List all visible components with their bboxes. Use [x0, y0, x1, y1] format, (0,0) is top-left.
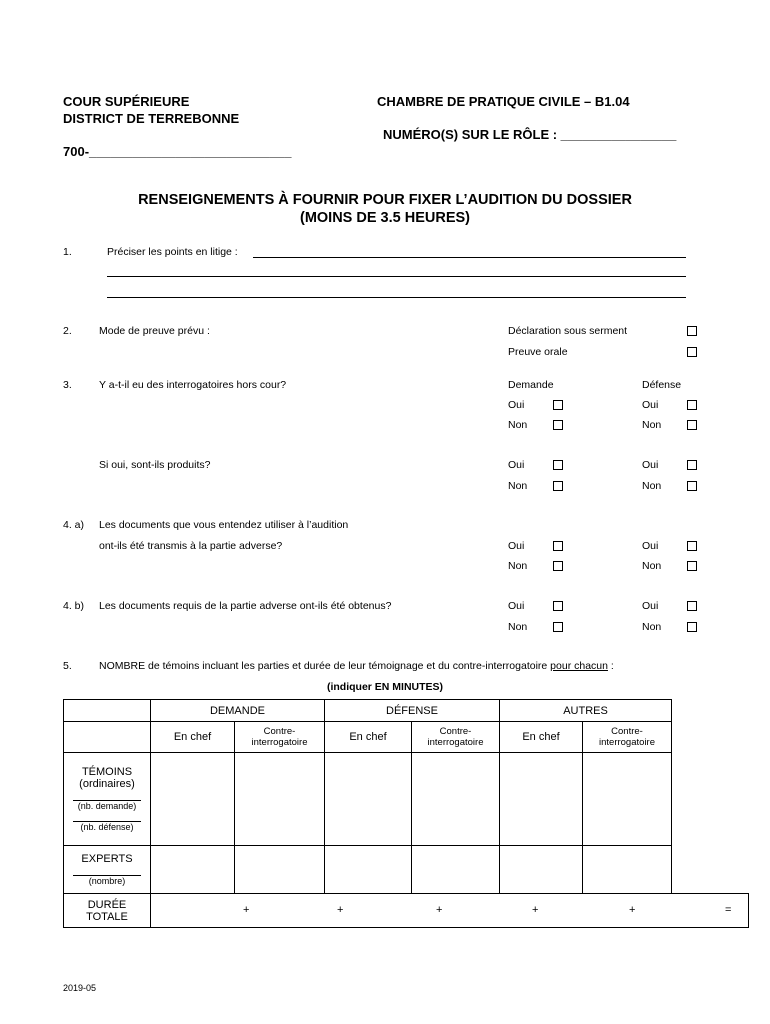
demande-cross-l2: interrogatoire [251, 737, 308, 748]
table-right-spacer [672, 700, 749, 894]
q3-defense-no-label: Non [642, 419, 662, 431]
q4a-demande-yes-checkbox[interactable] [553, 541, 563, 551]
q2-oral-checkbox[interactable] [687, 347, 697, 357]
total-label-l1: DURÉE [87, 898, 127, 911]
q4a-defense-no-label: Non [642, 560, 662, 572]
q3-demande-no-checkbox[interactable] [553, 420, 563, 430]
court-name: COUR SUPÉRIEURE [63, 94, 190, 109]
q3b-defense-no-checkbox[interactable] [687, 481, 697, 491]
q3-demande-yes-checkbox[interactable] [553, 400, 563, 410]
q1-answer-line-3[interactable] [107, 297, 686, 298]
group-header-demande: DEMANDE [151, 700, 325, 722]
experts-count-label: (nombre) [88, 876, 126, 886]
group-header-defense: DÉFENSE [325, 700, 500, 722]
witnesses-demande-chief-cell[interactable] [151, 753, 235, 846]
witnesses-defense-cross-cell[interactable] [412, 753, 500, 846]
q4a-defense-yes-label: Oui [642, 540, 659, 552]
district-name: DISTRICT DE TERREBONNE [63, 111, 240, 126]
experts-demande-cross-cell[interactable] [235, 846, 325, 894]
q2-option-sworn: Déclaration sous serment [508, 325, 628, 337]
demande-chief-header: En chef [151, 722, 235, 753]
q4b-defense-yes-checkbox[interactable] [687, 601, 697, 611]
autres-cross-l1: Contre- [611, 726, 643, 737]
q5-label-text: NOMBRE de témoins incluant les parties et durée de leur témoignage et du contre-interrogatoire [99, 660, 548, 672]
q4b-defense-no-checkbox[interactable] [687, 622, 697, 632]
q4b-number: 4. b) [63, 600, 85, 612]
experts-autres-cross-cell[interactable] [583, 846, 672, 894]
experts-row-label [64, 846, 151, 894]
plus-sign-4: + [532, 904, 539, 916]
defense-cross-l2: interrogatoire [427, 737, 484, 748]
witnesses-label: TÉMOINS [81, 766, 133, 778]
autres-cross-l2: interrogatoire [599, 737, 655, 748]
autres-chief-header: En chef [500, 722, 583, 753]
q3-number: 3. [63, 379, 72, 391]
total-row-label [64, 894, 151, 928]
total-duration-cell[interactable] [151, 894, 749, 928]
witnesses-demande-cross-cell[interactable] [235, 753, 325, 846]
q3b-defense-yes-label: Oui [642, 459, 659, 471]
q3b-demande-no-label: Non [508, 480, 528, 492]
group-header-autres: AUTRES [500, 700, 672, 722]
q4a-label-line1: Les documents que vous entendez utiliser à l’audition [99, 519, 349, 531]
q3-defense-no-checkbox[interactable] [687, 420, 697, 430]
form-subtitle: (MOINS DE 3.5 HEURES) [300, 210, 470, 226]
file-number-field[interactable]: 700-____________________________ [63, 144, 292, 159]
q4b-demande-no-checkbox[interactable] [553, 622, 563, 632]
q2-sworn-checkbox[interactable] [687, 326, 697, 336]
plus-sign-3: + [436, 904, 443, 916]
witnesses-sub-label: (ordinaires) [79, 778, 135, 790]
q3-label: Y a-t-il eu des interrogatoires hors cour? [99, 379, 287, 391]
plus-sign-2: + [337, 904, 344, 916]
q1-label: Préciser les points en litige : [107, 246, 238, 258]
q5-label-emphasis: pour chacun [550, 660, 608, 672]
witnesses-autres-chief-cell[interactable] [500, 753, 583, 846]
q4a-demande-yes-label: Oui [508, 540, 525, 552]
witnesses-autres-cross-cell[interactable] [583, 753, 672, 846]
q5-label [99, 660, 614, 672]
witnesses-defense-chief-cell[interactable] [325, 753, 412, 846]
experts-defense-chief-cell[interactable] [325, 846, 412, 894]
column-defense-label: Défense [642, 379, 682, 391]
q1-number: 1. [63, 246, 72, 258]
q3-sub-label: Si oui, sont-ils produits? [99, 459, 211, 471]
defense-cross-header [412, 722, 500, 753]
table-corner-cell [64, 700, 151, 722]
defense-chief-header: En chef [325, 722, 412, 753]
q3-defense-yes-checkbox[interactable] [687, 400, 697, 410]
experts-autres-chief-cell[interactable] [500, 846, 583, 894]
experts-defense-cross-cell[interactable] [412, 846, 500, 894]
equals-sign: = [725, 904, 732, 916]
form-version: 2019-05 [63, 983, 97, 993]
q4a-defense-yes-checkbox[interactable] [687, 541, 697, 551]
experts-label: EXPERTS [81, 853, 133, 865]
q5-label-end: : [607, 660, 614, 672]
q4b-label: Les documents requis de la partie adverse ont-ils été obtenus? [99, 600, 392, 612]
q4a-label-line2: ont-ils été transmis à la partie adverse? [99, 540, 283, 552]
q3b-defense-yes-checkbox[interactable] [687, 460, 697, 470]
q4a-number: 4. a) [63, 519, 85, 531]
nb-defense-label: (nb. défense) [80, 822, 134, 832]
experts-demande-chief-cell[interactable] [151, 846, 235, 894]
q4a-defense-no-checkbox[interactable] [687, 561, 697, 571]
q3-defense-yes-label: Oui [642, 399, 659, 411]
witness-duration-table [63, 699, 749, 928]
q3b-demande-yes-label: Oui [508, 459, 525, 471]
q3b-defense-no-label: Non [642, 480, 662, 492]
plus-sign-1: + [243, 904, 250, 916]
q1-answer-line-2[interactable] [107, 276, 686, 277]
q3-demande-yes-label: Oui [508, 399, 525, 411]
defense-cross-l1: Contre- [439, 726, 472, 737]
q3-demande-no-label: Non [508, 419, 528, 431]
plus-sign-5: + [629, 904, 636, 916]
demande-cross-l1: Contre- [263, 726, 296, 737]
q4b-defense-no-label: Non [642, 621, 662, 633]
q4b-defense-yes-label: Oui [642, 600, 659, 612]
autres-cross-header [583, 722, 672, 753]
subheader-empty-cell [64, 722, 151, 753]
witnesses-row-label [64, 753, 151, 846]
q3b-demande-yes-checkbox[interactable] [553, 460, 563, 470]
q4b-demande-yes-checkbox[interactable] [553, 601, 563, 611]
total-label-l2: TOTALE [86, 910, 128, 923]
column-demande-label: Demande [508, 379, 554, 391]
q1-answer-line-1[interactable] [253, 257, 686, 258]
q2-option-oral: Preuve orale [508, 346, 568, 358]
q4a-demande-no-label: Non [508, 560, 528, 572]
roll-number-field[interactable]: NUMÉRO(S) SUR LE RÔLE : ________________ [383, 127, 677, 142]
q3b-demande-no-checkbox[interactable] [553, 481, 563, 491]
q2-label: Mode de preuve prévu : [99, 325, 210, 337]
chamber-name: CHAMBRE DE PRATIQUE CIVILE – B1.04 [377, 94, 630, 109]
nb-demande-label: (nb. demande) [77, 801, 137, 811]
demande-cross-header [235, 722, 325, 753]
q4b-demande-no-label: Non [508, 621, 528, 633]
q4b-demande-yes-label: Oui [508, 600, 525, 612]
q2-number: 2. [63, 325, 72, 337]
q5-number: 5. [63, 660, 72, 672]
q5-instruction: (indiquer EN MINUTES) [326, 681, 444, 693]
form-title: RENSEIGNEMENTS À FOURNIR POUR FIXER L’AUDITION DU DOSSIER [138, 192, 632, 208]
q4a-demande-no-checkbox[interactable] [553, 561, 563, 571]
